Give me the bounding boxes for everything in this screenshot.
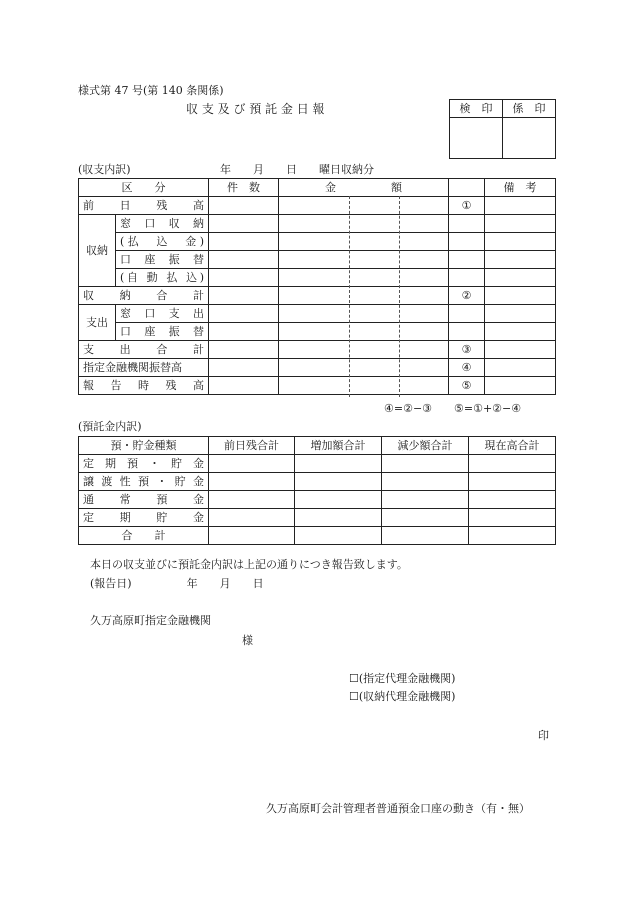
form-title: 収 支 及 び 預 託 金 日 報 — [186, 102, 325, 116]
date-line: 年 月 日 曜日収納分 — [220, 163, 374, 176]
header-prev-total: 前日残合計 — [209, 437, 295, 455]
table-row — [79, 491, 556, 509]
table-row — [79, 287, 556, 305]
row-label: 口座振替 — [116, 251, 209, 269]
table-row — [79, 377, 556, 395]
table-row — [79, 455, 556, 473]
honorific: 様 — [242, 634, 253, 647]
group-label: 支出 — [79, 305, 116, 341]
table-row — [79, 197, 556, 215]
row-label: (自 動 払 込) — [116, 269, 209, 287]
staff-stamp-label: 係 印 — [503, 100, 556, 118]
stamp-box — [449, 99, 556, 159]
formula-note: ④=②−③ ⑤=①+②−④ — [384, 402, 522, 415]
row-label: 支出合計 — [79, 341, 209, 359]
group-label: 収納 — [79, 215, 116, 287]
inspect-stamp-field[interactable] — [450, 118, 503, 159]
deposit-table — [78, 436, 556, 545]
header-decrease-total: 減少額合計 — [382, 437, 469, 455]
row-label: 窓口支出 — [116, 305, 209, 323]
table-row — [79, 359, 556, 377]
table-row — [79, 527, 556, 545]
header-remarks: 備 考 — [485, 179, 556, 197]
form-number: 様式第 47 号(第 140 条関係) — [78, 84, 224, 97]
collection-agent-checkbox[interactable]: ☐(収納代理金融機関) — [349, 690, 456, 703]
table-row — [79, 233, 556, 251]
row-label: 譲渡性預・貯金 — [79, 473, 209, 491]
amount-divider — [349, 196, 350, 397]
header-category: 区 分 — [79, 179, 209, 197]
table-row — [79, 473, 556, 491]
header-current-total: 現在高合計 — [469, 437, 556, 455]
amount-divider — [399, 196, 400, 397]
table-row — [79, 251, 556, 269]
report-date: (報告日) 年 月 日 — [90, 577, 264, 590]
row-label: 指定金融機関振替高 — [79, 359, 209, 377]
mark-1: ① — [449, 197, 485, 215]
table-row — [79, 341, 556, 359]
table-row — [79, 323, 556, 341]
section2-heading: (預託金内訳) — [78, 420, 142, 433]
header-deposit-type: 預・貯金種類 — [79, 437, 209, 455]
row-label: 報告時残高 — [79, 377, 209, 395]
row-label: 前日残高 — [79, 197, 209, 215]
row-label: 通常預金 — [79, 491, 209, 509]
table-header-row — [79, 179, 556, 197]
mark-3: ③ — [449, 341, 485, 359]
section1-heading: (収支内訳) — [78, 163, 131, 176]
table-header-row — [79, 437, 556, 455]
income-expense-table — [78, 178, 556, 395]
row-label: 収納合計 — [79, 287, 209, 305]
row-label: 口座振替 — [116, 323, 209, 341]
inspect-stamp-label: 検 印 — [450, 100, 503, 118]
table-row — [79, 509, 556, 527]
staff-stamp-field[interactable] — [503, 118, 556, 159]
designated-agent-checkbox[interactable]: ☐(指定代理金融機関) — [349, 672, 456, 685]
header-amount: 金 額 — [279, 179, 449, 197]
mark-4: ④ — [449, 359, 485, 377]
row-label: 窓口収納 — [116, 215, 209, 233]
header-count: 件 数 — [209, 179, 279, 197]
table-row — [79, 215, 556, 233]
header-increase-total: 増加額合計 — [295, 437, 382, 455]
mark-2: ② — [449, 287, 485, 305]
row-label: (払 込 金) — [116, 233, 209, 251]
institution-name: 久万高原町指定金融機関 — [90, 614, 211, 627]
report-statement: 本日の収支並びに預託金内訳は上記の通りにつき報告致します。 — [90, 558, 408, 571]
row-label: 定期預・貯金 — [79, 455, 209, 473]
account-movement-note: 久万高原町会計管理者普通預金口座の動き（有・無） — [266, 802, 530, 815]
row-label: 定期貯金 — [79, 509, 209, 527]
table-row — [79, 305, 556, 323]
seal-mark: 印 — [538, 729, 549, 742]
row-label: 合 計 — [79, 527, 209, 545]
table-row — [79, 269, 556, 287]
mark-5: ⑤ — [449, 377, 485, 395]
